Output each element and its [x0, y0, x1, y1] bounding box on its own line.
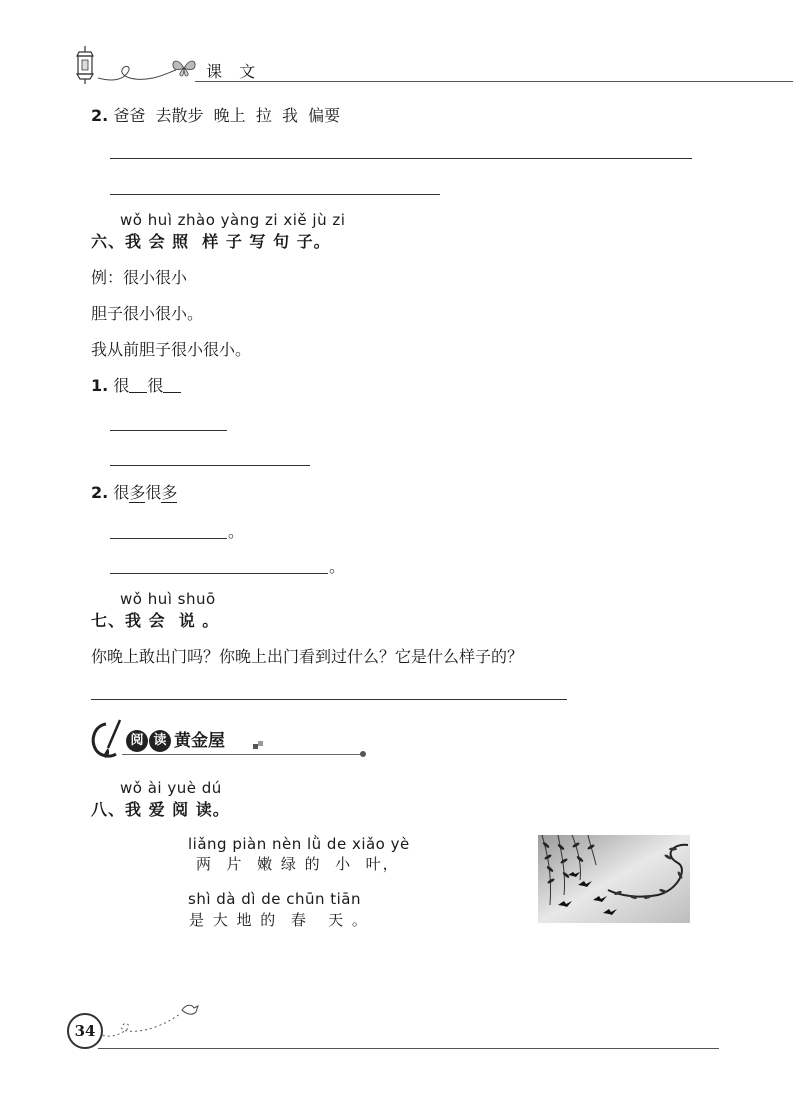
banner-title: 黄金屋 — [174, 731, 225, 751]
sec6-title: 六、我 会 照 样 子 写 句 子。 — [91, 232, 331, 251]
item1-answer-line-1[interactable] — [110, 430, 227, 431]
poem-line-2-text: 是 大 地 的 春 天 。 — [189, 911, 369, 929]
q2-words: 爸爸 去散步 晚上 拉 我 偏要 — [113, 106, 341, 125]
poem-line-1-pinyin: liǎng piàn nèn lǜ de xiǎo yè — [188, 835, 410, 853]
sec6-item1 — [91, 376, 181, 396]
brush-emblem-icon — [88, 718, 128, 762]
header-rule — [195, 81, 793, 82]
banner-squares-icon — [253, 741, 263, 751]
sec6-example-1: 胆子很小很小。 — [91, 304, 204, 323]
sec6-item2-text — [113, 483, 177, 503]
poem-line-1-text: 两 片 嫩 绿 的 小 叶， — [196, 855, 400, 873]
q2-answer-line-1[interactable] — [110, 158, 692, 159]
period-2: 。 — [329, 557, 346, 576]
footer-rule — [98, 1048, 719, 1049]
sec6-item2-label: 2. — [91, 483, 109, 502]
blank-1[interactable] — [129, 378, 147, 393]
underlined-char: 多 — [129, 483, 146, 502]
sec7-title: 七、我 会 说 。 — [91, 611, 220, 630]
q2-line — [91, 106, 340, 126]
underlined-char: 多 — [161, 483, 178, 502]
sec6-item1-b: 很 — [147, 376, 164, 395]
item2-answer-line-1[interactable] — [110, 538, 227, 539]
sec7-pinyin: wǒ huì shuō — [120, 590, 216, 608]
sec7-answer-line[interactable] — [91, 699, 567, 700]
sec8-title: 八、我 爱 阅 读。 — [91, 800, 230, 819]
dotted-trail-icon — [98, 1000, 208, 1040]
sec6-item2 — [91, 483, 177, 503]
badge-read-2: 读 — [149, 730, 171, 752]
page-number: 34 — [67, 1013, 103, 1049]
sec8-pinyin: wǒ ài yuè dú — [120, 779, 222, 797]
sec6-item1-label: 1. — [91, 376, 109, 395]
badge-read-1: 阅 — [126, 730, 148, 752]
char: 很 — [145, 483, 162, 502]
char: 很 — [113, 483, 130, 502]
poem-line-2-pinyin: shì dà dì de chūn tiān — [188, 890, 361, 908]
willow-swallows-image — [538, 835, 690, 923]
sec6-pinyin: wǒ huì zhào yàng zi xiě jù zi — [120, 211, 346, 229]
sec6-example-2: 我从前胆子很小很小。 — [91, 340, 252, 359]
butterfly-icon — [170, 58, 198, 78]
sec6-item1-a: 很 — [113, 376, 130, 395]
banner-rule — [122, 754, 362, 755]
item2-answer-line-2[interactable] — [110, 573, 328, 574]
q2-label: 2. — [91, 106, 109, 125]
sec6-example-label: 例：很小很小 — [91, 268, 188, 287]
lantern-icon — [70, 44, 100, 86]
sec7-question: 你晚上敢出门吗？你晚上出门看到过什么？它是什么样子的？ — [91, 647, 524, 666]
blank-2[interactable] — [163, 378, 181, 393]
period-1: 。 — [228, 522, 245, 541]
item1-answer-line-2[interactable] — [110, 465, 310, 466]
header-title: 课 文 — [206, 62, 262, 81]
q2-answer-line-2[interactable] — [110, 194, 440, 195]
banner-dot-icon — [360, 751, 366, 757]
